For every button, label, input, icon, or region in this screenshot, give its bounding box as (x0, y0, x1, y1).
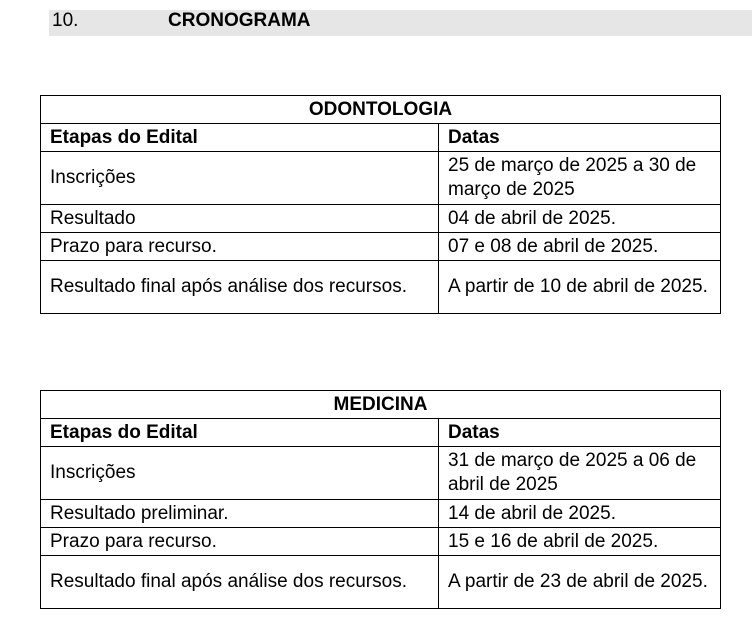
column-header-datas: Datas (439, 419, 721, 447)
table-caption-row (41, 391, 721, 419)
table-row (41, 500, 721, 528)
cell-data: 25 de março de 2025 a 30 de março de 2025 (439, 152, 721, 205)
cell-data: 31 de março de 2025 a 06 de abril de 2025 (439, 447, 721, 500)
table-caption: ODONTOLOGIA (41, 96, 721, 124)
cell-data: 04 de abril de 2025. (439, 205, 721, 233)
table-header-row (41, 124, 721, 152)
table-header-row (41, 419, 721, 447)
cell-etapa: Inscrições (41, 152, 439, 205)
table-row (41, 205, 721, 233)
column-header-etapas: Etapas do Edital (41, 124, 439, 152)
cell-data: A partir de 23 de abril de 2025. (439, 556, 721, 609)
cell-etapa: Resultado final após análise dos recursos. (41, 261, 439, 314)
section-header (49, 10, 752, 36)
cell-etapa: Resultado (41, 205, 439, 233)
cell-etapa: Prazo para recurso. (41, 528, 439, 556)
column-header-datas: Datas (439, 124, 721, 152)
cell-etapa: Resultado preliminar. (41, 500, 439, 528)
table-row (41, 261, 721, 314)
schedule-table-odontologia (40, 95, 721, 314)
cell-data: A partir de 10 de abril de 2025. (439, 261, 721, 314)
cell-data: 14 de abril de 2025. (439, 500, 721, 528)
table-caption: MEDICINA (41, 391, 721, 419)
cell-data: 15 e 16 de abril de 2025. (439, 528, 721, 556)
cell-etapa: Resultado final após análise dos recursos. (41, 556, 439, 609)
cell-etapa: Inscrições (41, 447, 439, 500)
column-header-etapas: Etapas do Edital (41, 419, 439, 447)
cell-data: 07 e 08 de abril de 2025. (439, 233, 721, 261)
table-row (41, 556, 721, 609)
table-row (41, 528, 721, 556)
table-row (41, 233, 721, 261)
table-caption-row (41, 96, 721, 124)
table-row (41, 152, 721, 205)
section-number: 10. (52, 10, 79, 31)
cell-etapa: Prazo para recurso. (41, 233, 439, 261)
section-title: CRONOGRAMA (168, 10, 311, 31)
schedule-table-medicina (40, 390, 721, 609)
table-row (41, 447, 721, 500)
